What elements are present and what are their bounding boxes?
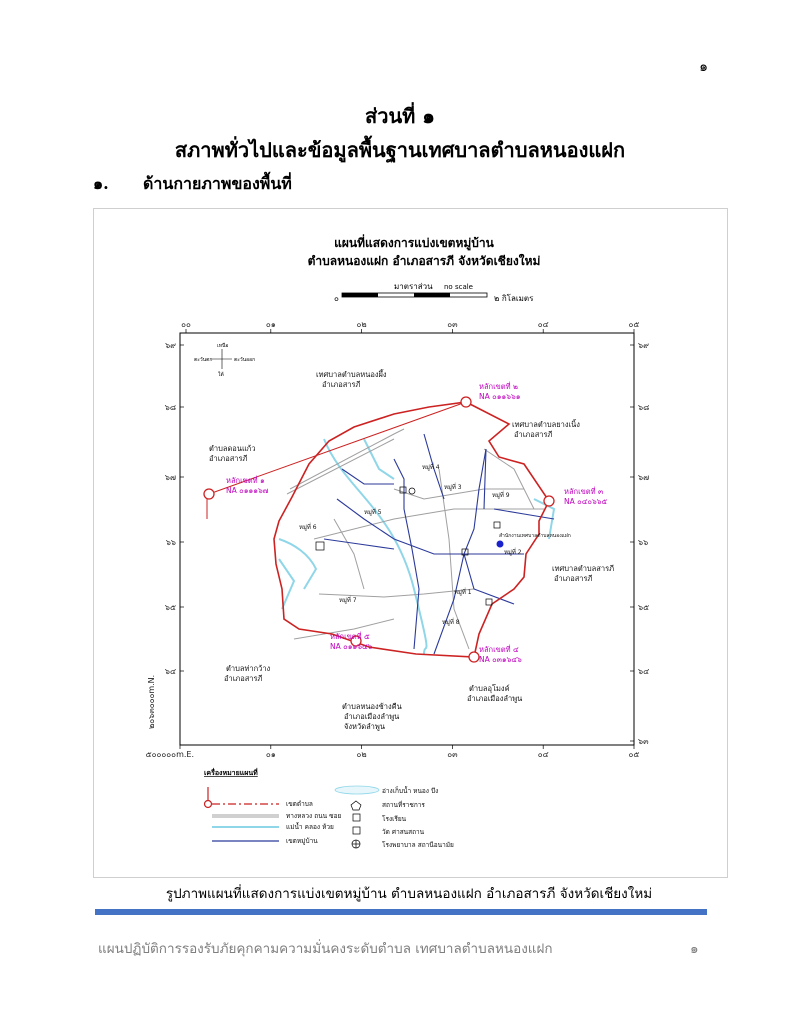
- pillar-2-code: NA ๐๑๑๖๖๑: [479, 392, 521, 401]
- right-tick-label: ๖๗: [638, 473, 650, 482]
- village-label-6: หมู่ที่ 6: [299, 524, 317, 531]
- legend-temple-icon: [353, 827, 360, 834]
- legend-government-icon: [351, 801, 361, 810]
- legend-boundary: เขตตำบล: [286, 800, 313, 808]
- map-figure: [93, 208, 728, 878]
- village-label-5: หมู่ที่ 5: [364, 509, 382, 516]
- right-tick-label: ๖๓: [638, 737, 649, 746]
- compass-south: ใต้: [218, 372, 224, 378]
- scale-bar: [342, 293, 487, 297]
- school-icon: [494, 522, 500, 528]
- place-symbols: [316, 487, 500, 605]
- scale-noscale: no scale: [444, 283, 473, 291]
- place-umong-1: ตำบลอุโมงค์: [469, 684, 510, 693]
- northing-label: ๒๐๖๓๐๐๐m.N.: [147, 674, 156, 729]
- legend-road: ทางหลวง ถนน ซอย: [286, 812, 342, 820]
- legend-government: สถานที่ราชการ: [382, 801, 425, 809]
- village-label-4: หมู่ที่ 4: [422, 464, 440, 471]
- footer-rule: [95, 909, 707, 915]
- grid-ticks: [146, 320, 650, 759]
- section-title: ด้านกายภาพของพื้นที่: [143, 174, 292, 193]
- left-tick-label: ๖๗: [164, 473, 176, 482]
- legend-reservoir: อ่างเก็บน้ำ หนอง บึง: [382, 787, 439, 795]
- place-nongchangkhuen-2: อำเภอเมืองลำพูน: [344, 712, 400, 721]
- section-number: ๑.: [93, 174, 109, 193]
- right-tick-label: ๖๘: [638, 403, 650, 412]
- place-umong-2: อำเภอเมืองลำพูน: [467, 694, 523, 703]
- right-tick-label: ๖๕: [638, 603, 650, 612]
- pillar-4-code: NA ๐๓๑๖๔๖: [479, 655, 522, 664]
- top-tick-label: ๐๓: [447, 320, 458, 329]
- temple-icon: [409, 488, 415, 494]
- pillar-4-name: หลักเขตที่ ๔: [479, 645, 519, 654]
- place-nongphueng-2: อำเภอสารภี: [322, 380, 361, 389]
- place-nongchangkhuen-1: ตำบลหนองช้างคืน: [342, 702, 402, 711]
- pillar-marker-1: [204, 489, 214, 499]
- legend-hospital: โรงพยาบาล สถานีอนามัย: [382, 841, 454, 849]
- pillar-3-code: NA ๐๔๐๖๖๕: [564, 497, 608, 506]
- pillar-2-name: หลักเขตที่ ๒: [479, 382, 518, 391]
- bottom-tick-label: ๐๑: [265, 750, 276, 759]
- part-heading: ส่วนที่ ๑: [365, 104, 435, 128]
- left-tick-label: ๖๙: [165, 341, 176, 350]
- compass-north: เหนือ: [217, 343, 229, 349]
- pillar-1-code: NA ๐๑๑๑๖๗: [226, 486, 269, 495]
- bottom-tick-label: ๐๓: [447, 750, 458, 759]
- legend-reservoir-icon: [335, 786, 379, 794]
- place-yangnoeng-2: อำเภอสารภี: [514, 430, 553, 439]
- place-saraphi-2: อำเภอสารภี: [554, 574, 593, 583]
- village-label-1: หมู่ที่ 1: [454, 589, 472, 596]
- figure-caption: รูปภาพแผนที่แสดงการแบ่งเขตหมู่บ้าน ตำบลหนองแฝก อำเภอสารภี จังหวัดเชียงใหม่: [165, 886, 653, 902]
- legend-village-boundary: เขตหมู่บ้าน: [286, 837, 318, 845]
- scale-end: ๒ กิโลเมตร: [494, 294, 534, 303]
- map-legend: [205, 786, 455, 849]
- right-tick-label: ๖๖: [638, 538, 649, 547]
- legend-title: เครื่องหมายแผนที่: [204, 769, 258, 777]
- left-tick-label: ๖๘: [164, 403, 176, 412]
- place-donkaeo-2: อำเภอสารภี: [209, 454, 248, 463]
- government-icon: [316, 542, 324, 550]
- top-tick-label: ๐๔: [537, 320, 549, 329]
- compass-west: ตะวันตก: [194, 357, 213, 363]
- legend-school: โรงเรียน: [382, 815, 407, 823]
- legend-school-icon: [353, 814, 360, 821]
- map-title-line1: แผนที่แสดงการแบ่งเขตหมู่บ้าน: [334, 236, 494, 250]
- pillar-marker-4: [469, 652, 479, 662]
- place-thakwang-1: ตำบลท่ากว้าง: [226, 664, 271, 673]
- left-tick-label: ๖๔: [164, 667, 176, 676]
- pillar-marker-2: [461, 397, 471, 407]
- pillar-5-code: NA ๐๑๑๖๔๖: [330, 642, 373, 651]
- village-label-2: หมู่ที่ 2: [504, 549, 522, 556]
- footer-text: แผนปฏิบัติการรองรับภัยคุกคามความมั่นคงระดับตำบล เทศบาลตำบลหนองแฝก: [98, 941, 553, 957]
- bottom-tick-label: ๐๕: [628, 750, 640, 759]
- village-label-3: หมู่ที่ 3: [444, 484, 462, 491]
- compass-rose: [194, 342, 255, 378]
- scale-start: ๐: [334, 294, 339, 303]
- map-grid-frame: [180, 333, 634, 745]
- place-saraphi-1: เทศบาลตำบลสารภี: [552, 564, 615, 573]
- place-yangnoeng-1: เทศบาลตำบลยางเนิ้ง: [512, 420, 580, 429]
- legend-temple: วัด ศาสนสถาน: [382, 828, 425, 836]
- village-label-8: หมู่ที่ 8: [442, 619, 460, 626]
- right-tick-label: ๖๙: [638, 341, 649, 350]
- document-title: สภาพทั่วไปและข้อมูลพื้นฐานเทศบาลตำบลหนองแฝก: [174, 138, 626, 162]
- top-tick-label: ๐๑: [265, 320, 276, 329]
- village-label-9: หมู่ที่ 9: [492, 492, 510, 499]
- pillar-3-name: หลักเขตที่ ๓: [564, 487, 604, 496]
- village-label-7: หมู่ที่ 7: [339, 597, 357, 604]
- place-nongchangkhuen-3: จังหวัดลำพูน: [344, 722, 385, 731]
- footer-page-number: ๑: [690, 941, 699, 957]
- office-marker: [497, 541, 504, 548]
- top-tick-label: ๐๐: [181, 320, 191, 329]
- top-tick-label: ๐๒: [356, 320, 367, 329]
- legend-pillar-icon: [205, 801, 212, 808]
- legend-river: แม่น้ำ คลอง ห้วย: [286, 823, 334, 831]
- place-donkaeo-1: ตำบลดอนแก้ว: [209, 444, 256, 453]
- page-number: ๑: [699, 59, 708, 75]
- bottom-tick-label: ๕๐๐๐๐๐m.E.: [145, 750, 194, 759]
- left-tick-label: ๖๖: [165, 538, 176, 547]
- left-tick-label: ๖๕: [164, 603, 176, 612]
- map-title-line2: ตำบลหนองแฝก อำเภอสารภี จังหวัดเชียงใหม่: [307, 254, 541, 268]
- bottom-tick-label: ๐๔: [537, 750, 549, 759]
- place-thakwang-2: อำเภอสารภี: [224, 674, 263, 683]
- compass-east: ตะวันออก: [234, 357, 256, 363]
- office-label: สำนักงานเทศบาลตำบลหนองแฝก: [499, 533, 571, 539]
- village-boundary-map: [94, 209, 727, 877]
- place-nongphueng-1: เทศบาลตำบลหนองผึ้ง: [316, 370, 387, 379]
- pillar-marker-3: [544, 496, 554, 506]
- pillar-1-name: หลักเขตที่ ๑: [226, 476, 265, 485]
- right-tick-label: ๖๔: [638, 667, 650, 676]
- pillar-5-name: หลักเขตที่ ๕: [330, 632, 370, 641]
- top-tick-label: ๐๕: [628, 320, 640, 329]
- bottom-tick-label: ๐๒: [356, 750, 367, 759]
- scale-label: มาตราส่วน: [394, 282, 433, 291]
